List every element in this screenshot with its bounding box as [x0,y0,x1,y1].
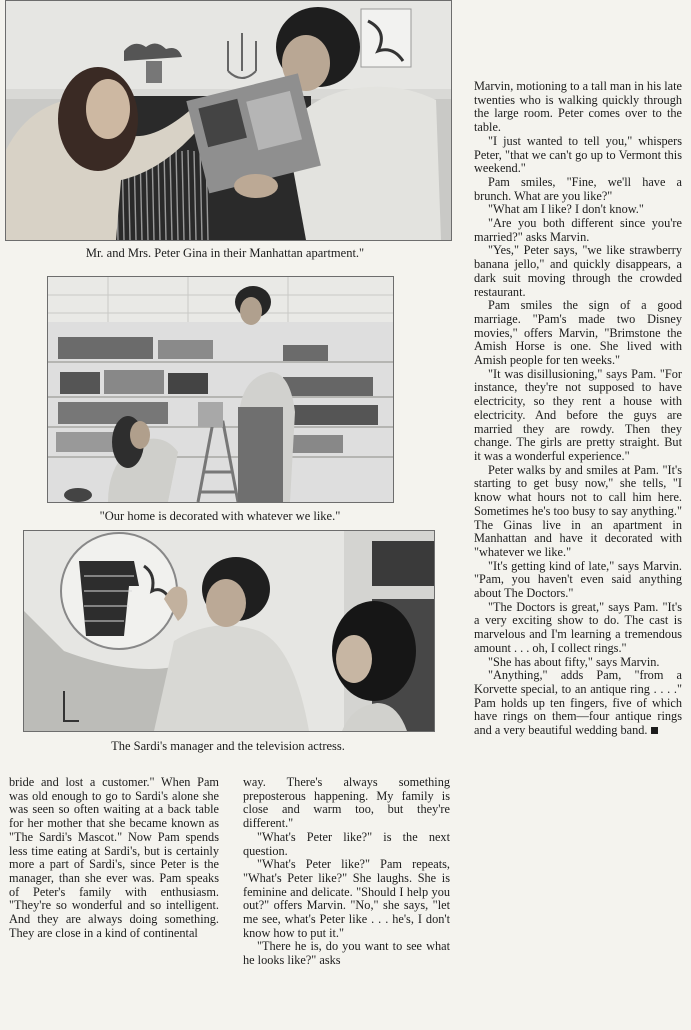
paragraph: Pam smiles, "Fine, we'll have a brunch. What are you like?" [474,174,682,203]
paragraph: "What am I like? I don't know." [488,202,644,217]
paragraph: "I just wanted to tell you," whispers Peter, "that we can't go up to Vermont this weekend." [474,133,682,176]
paragraph: bride and lost a customer." When Pam was old enough to go to Sardi's alone she was seen so often waiting at a back table for her mother that she became known as "The Sardi's Mascot." Now Pam spends less time eating at Sardi's, but is certainly more a part of Sardi's, since Peter is the manager, than she ever was. Pam speaks of Peter's family with enthusiasm. "They're so wonderful and so intelligent. And they are always doing something. They are close in a kind of continental [9,775,219,940]
paragraph: "It's getting kind of late," says Marvin. "Pam, you haven't even said anything about The Doctors." [474,558,682,601]
paragraph: Marvin, motioning to a tall man in his late twenties who is walking quickly through the large room. Peter comes over to the table. [474,79,682,135]
paragraph: way. There's always something preposterous happening. My family is close and warm too, but they're different." [243,775,450,831]
column-middle [243,776,450,968]
paragraph: "Are you both different since you're married?" asks Marvin. [474,216,682,244]
paragraph: "The Doctors is great," says Pam. "It's a very exciting show to do. The cast is marvelous and I'm learning a tremendous amount . . . oh, I collect rings." [474,599,682,655]
photo-manager-and-actress [23,530,435,732]
paragraph: Pam smiles the sign of a good marriage. "Pam's made two Disney movies," offers Marvin, "Brimstone the Amish Horse is one. She lived with Amish people for ten weeks." [474,298,682,368]
photo-bookshelves [47,276,394,503]
end-of-article-mark [651,727,658,734]
caption-photo-2: "Our home is decorated with whatever we like." [99,509,341,523]
paragraph: Peter walks by and smiles at Pam. "It's starting to get busy now," she tells, "I know what hours not to call him here. Sometimes he's too busy to say anything." The Ginas live in an apartment in Manhattan and have it decorated with "whatever we like." [474,462,682,559]
paragraph: "There he is, do you want to see what he looks like?" asks [243,939,450,968]
paragraph: "What's Peter like?" Pam repeats, "What's Peter like?" She laughs. She is feminine and delicate. "Should I help you out?" offers Marvin. "No," she says, "let me see, what's Peter like . . . he's, I don't know how to put it." [243,857,450,940]
photo-couple-records [5,0,452,241]
paragraph-text: "Anything," adds Pam, "from a Korvette special, to an antique ring . . . ." Pam holds up ten fingers, five of which have rings on them—four antique rings and a very beautiful wedding band. [474,668,682,738]
paragraph: "It was disillusioning," says Pam. "For instance, they're not supposed to have electricity, so they rent a house with electricity. And before the guys are married they are rowdy. Then they change. The girls are pretty straight. But it was a wonderful experience." [474,366,682,463]
paragraph: "What's Peter like?" is the next question. [243,829,450,858]
caption-photo-3: The Sardi's manager and the television actress. [111,739,345,753]
caption-photo-1: Mr. and Mrs. Peter Gina in their Manhattan apartment." [85,246,365,260]
paragraph: "She has about fifty," says Marvin. [488,654,660,669]
paragraph: "Yes," Peter says, "we like strawberry banana jello," and quickly disappears, a dark suit moving through the crowded restaurant. [474,243,682,299]
paragraph-last [474,669,682,738]
column-right [474,80,682,738]
column-left [9,776,219,940]
